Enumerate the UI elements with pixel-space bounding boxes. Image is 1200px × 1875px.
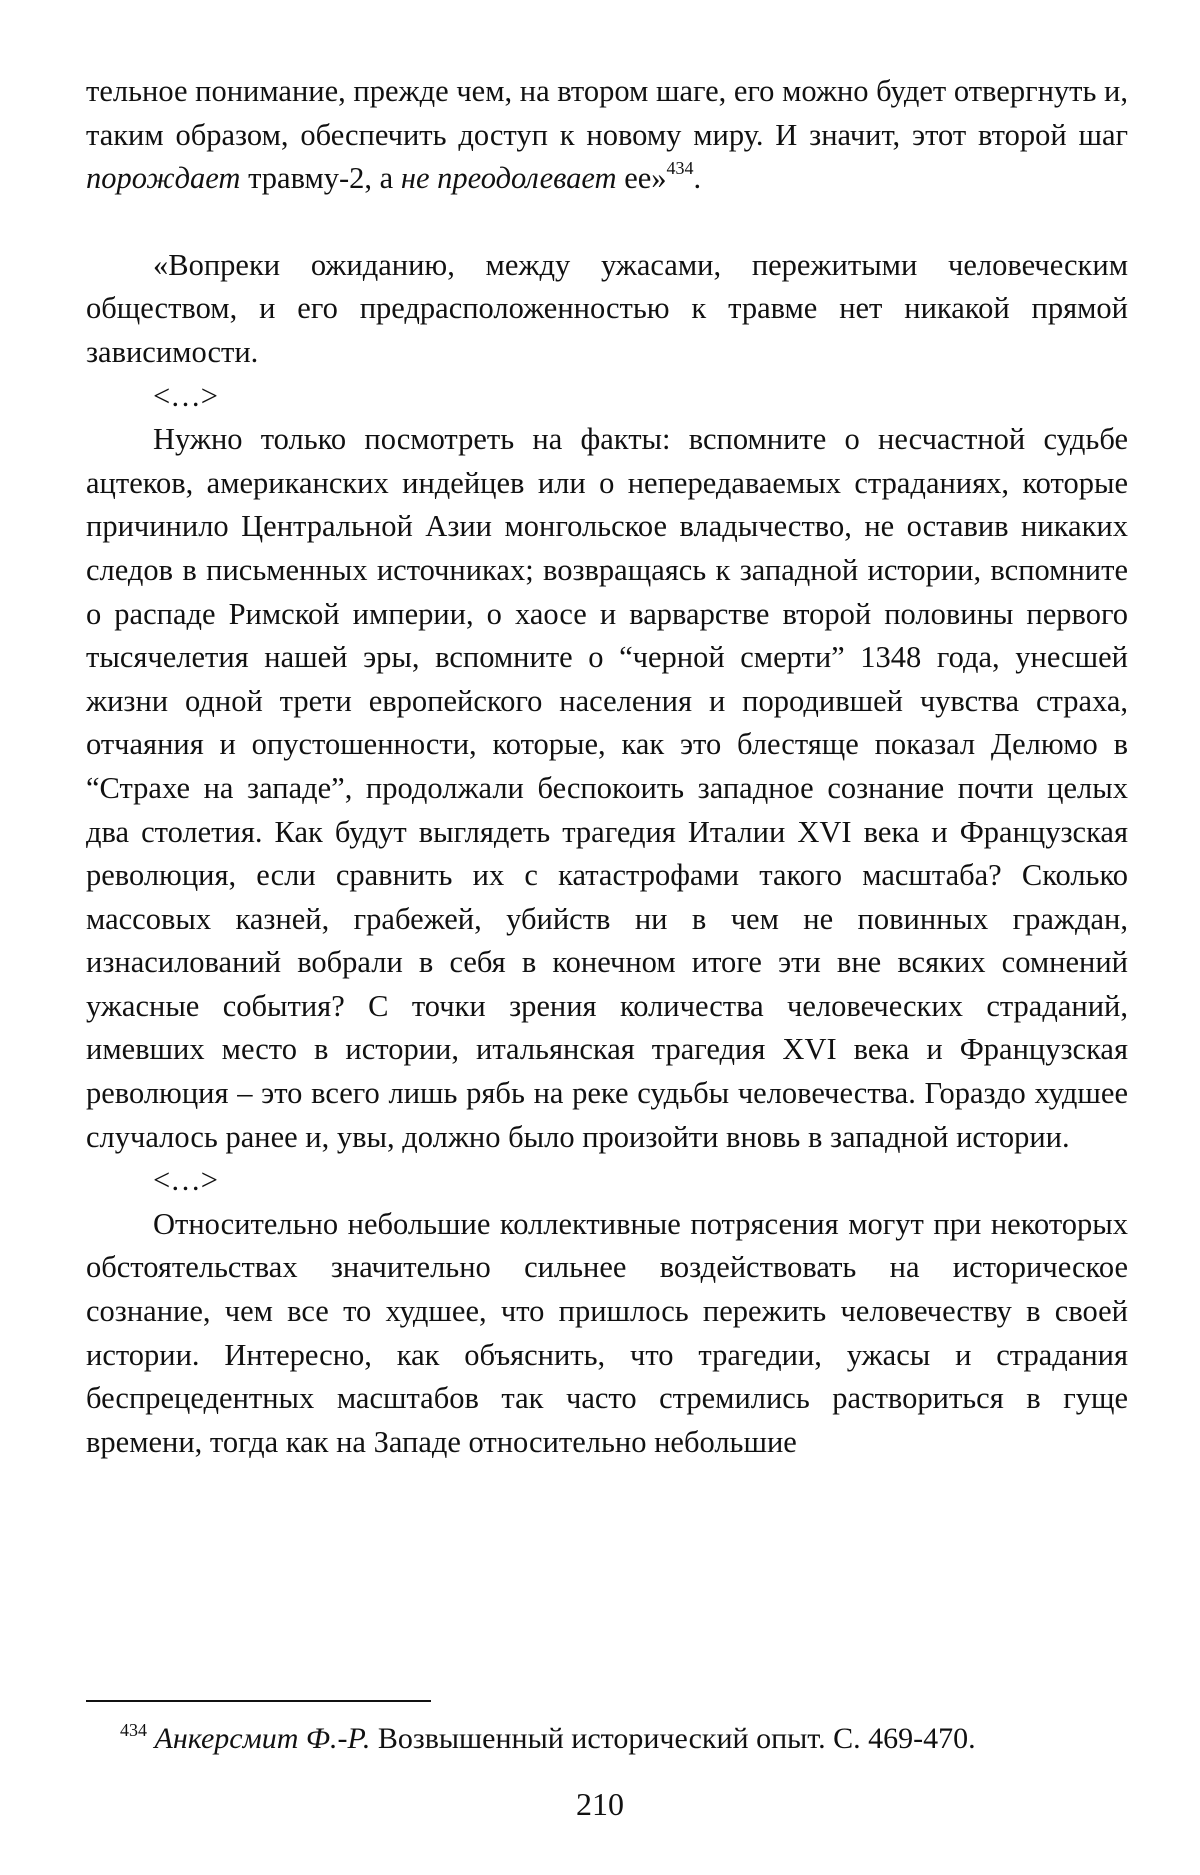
- omission-mark: <…>: [153, 378, 218, 413]
- paragraph-shocks: Относительно небольшие коллективные потрясения могут при некоторых обстоятельствах значительно сильнее воздействовать на историческое сознание, чем все то худшее, что пришлось пережить человечеству в своей истории. Интересно, как объяснить, что трагедии, ужасы и страдания беспрецедентных масштабов так часто стремились раствориться в гуще времени, тогда как на Западе относительно небольшие: [86, 1206, 1128, 1459]
- footnote-reference[interactable]: 434: [666, 158, 694, 179]
- paragraph-continuation: [86, 70, 1128, 201]
- omission-mark: <…>: [153, 1163, 218, 1198]
- footnote: [86, 1719, 1128, 1759]
- footnote-text: Возвышенный исторический опыт. С. 469-470.: [370, 1722, 976, 1755]
- footnote-author: Анкерсмит Ф.-Р.: [154, 1722, 371, 1755]
- emphasis-ne-preodolevaet: не преодолевает: [400, 161, 617, 196]
- footnote-number: 434: [120, 1720, 147, 1740]
- text-run: тельное понимание, прежде чем, на втором шаге, его можно будет отвергнуть и, таким образом, обеспечить доступ к новому миру. И значит, этот второй шаг: [86, 74, 1128, 152]
- text-run: травму-2, а: [240, 161, 401, 196]
- emphasis-porozhdaet: порождает: [86, 161, 241, 196]
- paragraph-quote-start: «Вопреки ожиданию, между ужасами, пережитыми человеческим обществом, и его предрасположенностью к травме нет никакой прямой зависимости.: [86, 247, 1128, 369]
- text-run: .: [693, 161, 702, 196]
- page-body: [86, 70, 1128, 1464]
- page-number: 210: [576, 1786, 624, 1822]
- paragraph-facts: Нужно только посмотреть на факты: вспомните о несчастной судьбе ацтеков, американских индейцев или о непередаваемых страданиях, которые причинило Центральной Азии монгольское владычество, не оставив никаких следов в письменных источниках; возвращаясь к западной истории, вспомните о распаде Римской империи, о хаосе и варварстве второй половины первого тысячелетия нашей эры, вспомните о “черной смерти” 1348 года, унесшей жизни одной трети европейского населения и породившей чувства страха, отчаяния и опустошенности, которые, как это блестяще показал Делюмо в “Страхе на западе”, продолжали беспокоить западное сознание почти целых два столетия. Как будут выглядеть трагедия Италии XVI века и Французская революция, если сравнить их с катастрофами такого масштаба? Сколько массовых казней, грабежей, убийств ни в чем не повинных граждан, изнасилований вобрали в себя в конечном итоге эти вне всяких сомнений ужасные события? С точки зрения количества человеческих страданий, имевших место в истории, итальянская трагедия XVI века и Французская революция – это всего лишь рябь на реке судьбы человечества. Гораздо худшее случалось ранее и, увы, должно было произойти вновь в западной истории.: [86, 422, 1128, 1154]
- text-run: ее»: [616, 161, 667, 196]
- footnote-divider: [86, 1700, 431, 1702]
